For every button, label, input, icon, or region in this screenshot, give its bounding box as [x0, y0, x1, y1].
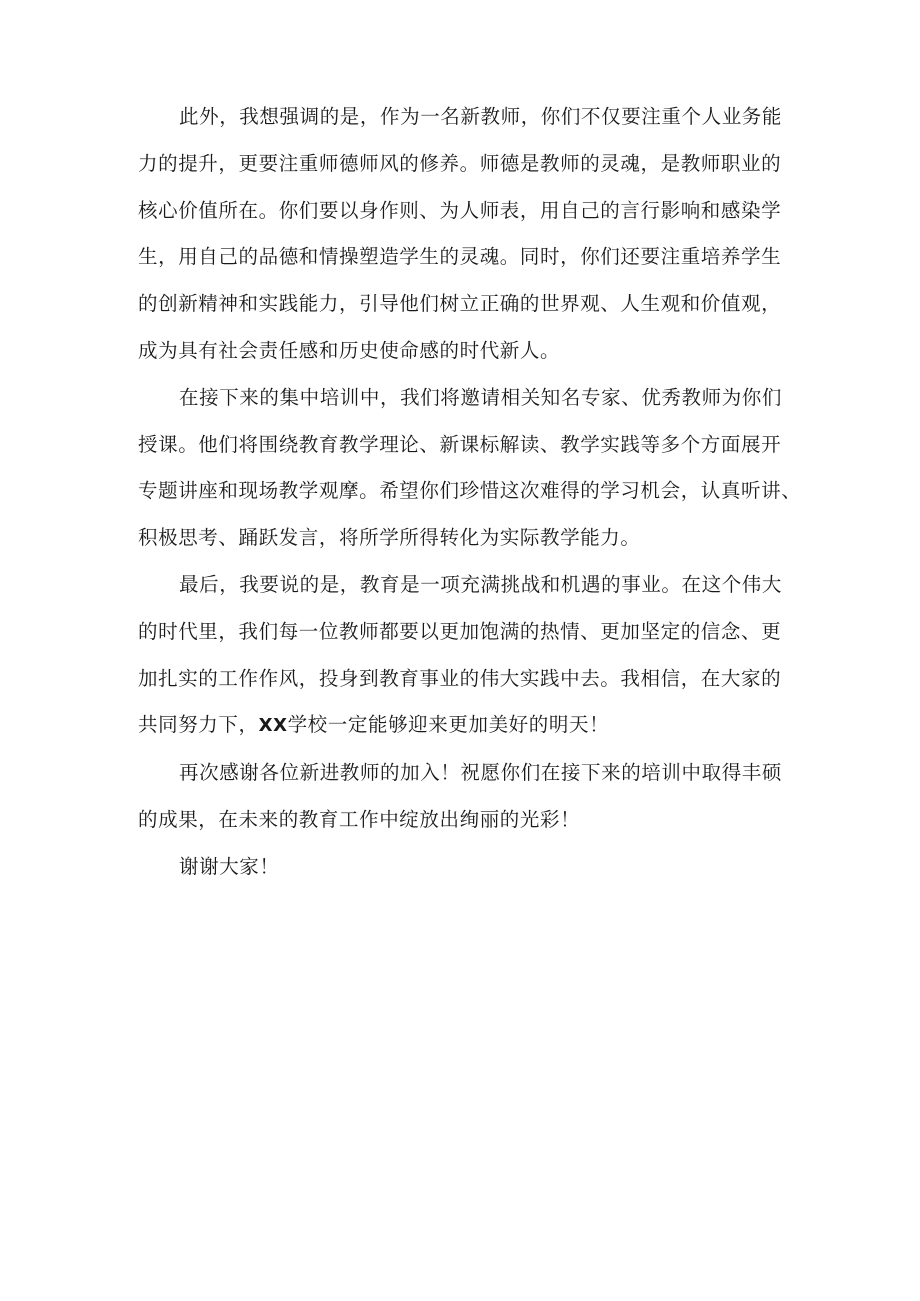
text-line: 谢谢大家！ [179, 854, 280, 878]
text-line: 此外，我想强调的是，作为一名新教师，你们不仅要注重个人业务能 [179, 105, 783, 128]
paragraph-finally [138, 562, 786, 750]
text-line: 再次感谢各位新进教师的加入！祝愿你们在接下来的培训中取得丰硕 [179, 761, 783, 785]
text-line [138, 702, 786, 750]
document-page [138, 94, 802, 891]
text-line: 生，用自己的品德和情操塑造学生的灵魂。同时，你们还要注重培养学生 [138, 245, 782, 269]
paragraph-thanks [138, 750, 786, 844]
paragraph-teacher-ethics [138, 94, 786, 375]
text-line: 加扎实的工作作风，投身到教育事业的伟大实践中去。我相信，在大家的 [138, 666, 782, 690]
text-line: 专题讲座和现场教学观摩。希望你们珍惜这次难得的学习机会，认真听讲、 [138, 479, 802, 503]
paragraph-closing [138, 844, 786, 891]
text-line: 核心价值所在。你们要以身作则、为人师表，用自己的言行影响和感染学 [138, 198, 782, 222]
text-line: 最后，我要说的是，教育是一项充满挑战和机遇的事业。在这个伟大 [179, 572, 783, 596]
text-line: 的成果，在未来的教育工作中绽放出绚丽的光彩！ [138, 807, 581, 831]
text-fragment: 共同努力下， [138, 713, 259, 737]
paragraph-training [138, 375, 802, 562]
text-fragment: 学校一定能够迎来更加美好的明天！ [287, 713, 610, 737]
text-line: 积极思考、踊跃发言，将所学所得转化为实际教学能力。 [138, 526, 641, 550]
text-line: 的时代里，我们每一位教师都要以更加饱满的热情、更加坚定的信念、更 [138, 619, 782, 643]
text-line: 成为具有社会责任感和历史使命感的时代新人。 [138, 338, 561, 362]
text-line: 力的提升，更要注重师德师风的修养。师德是教师的灵魂，是教师职业的 [138, 151, 782, 175]
school-name-placeholder: XX [258, 715, 288, 737]
text-line: 授课。他们将围绕教育教学理论、新课标解读、教学实践等多个方面展开 [138, 432, 782, 456]
text-line: 的创新精神和实践能力，引导他们树立正确的世界观、人生观和价值观， [138, 292, 782, 316]
text-line: 在接下来的集中培训中，我们将邀请相关知名专家、优秀教师为你们 [179, 385, 783, 409]
